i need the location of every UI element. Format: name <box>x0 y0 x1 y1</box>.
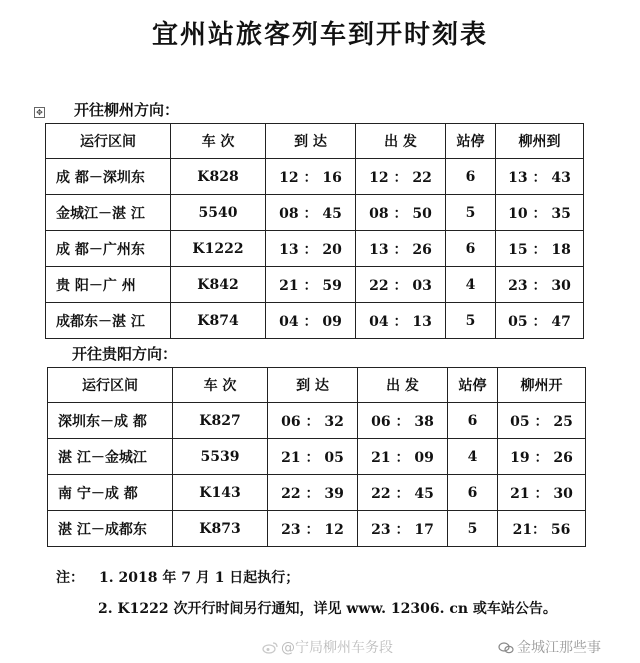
cell-route: 南 宁－成 都 <box>48 475 173 511</box>
table-row <box>46 231 584 267</box>
cell-train: K828 <box>171 159 266 195</box>
cell-stop: 4 <box>446 267 496 303</box>
cell-arrive: 22 ： 39 <box>268 475 358 511</box>
page-title: 宜州站旅客列车到开时刻表 <box>151 20 488 50</box>
table-row <box>48 439 586 475</box>
cell-train: K1222 <box>171 231 266 267</box>
cell-liuzhou: 15 ： 18 <box>496 231 584 267</box>
cell-arrive: 23 ： 12 <box>268 511 358 547</box>
weibo-watermark <box>262 637 393 657</box>
table-row <box>46 303 584 339</box>
table-row <box>48 475 586 511</box>
cell-depart: 12 ： 22 <box>356 159 446 195</box>
section-label-liuzhou: 开往柳州方向： <box>74 101 180 119</box>
cell-liuzhou: 13 ： 43 <box>496 159 584 195</box>
cell-route: 深圳东－成 都 <box>48 403 173 439</box>
cell-route: 湛 江－成都东 <box>48 511 173 547</box>
header-liuzhou-depart: 柳州开 <box>498 368 586 403</box>
table-header-row <box>48 368 586 403</box>
header-stop: 站停 <box>448 368 498 403</box>
note-line-2: 2. K1222 次开行时间另行通知，详见 www. 12306. cn 或车站公告。 <box>98 601 557 617</box>
cell-depart: 13 ： 26 <box>356 231 446 267</box>
cell-route: 成 都－广州东 <box>46 231 171 267</box>
table-row <box>46 195 584 231</box>
header-train: 车 次 <box>171 124 266 159</box>
cell-liuzhou: 23 ： 30 <box>496 267 584 303</box>
cell-route: 贵 阳－广 州 <box>46 267 171 303</box>
cell-liuzhou: 21 ： 30 <box>498 475 586 511</box>
cell-train: K842 <box>171 267 266 303</box>
header-depart: 出 发 <box>356 124 446 159</box>
table-anchor-icon[interactable]: ✥ <box>34 107 45 118</box>
header-arrive: 到 达 <box>266 124 356 159</box>
cell-liuzhou: 19 ： 26 <box>498 439 586 475</box>
header-train: 车 次 <box>173 368 268 403</box>
cell-stop: 4 <box>448 439 498 475</box>
cell-stop: 6 <box>448 403 498 439</box>
cell-liuzhou: 21： 56 <box>498 511 586 547</box>
table-row <box>48 511 586 547</box>
cell-train: K143 <box>173 475 268 511</box>
cell-liuzhou: 05 ： 25 <box>498 403 586 439</box>
section-label-guiyang: 开往贵阳方向： <box>72 345 178 363</box>
cell-arrive: 04 ： 09 <box>266 303 356 339</box>
note-line-1: 1. 2018 年 7 月 1 日起执行； <box>99 570 300 586</box>
cell-depart: 23 ： 17 <box>358 511 448 547</box>
header-arrive: 到 达 <box>268 368 358 403</box>
wechat-watermark-text: 金城江那些事 <box>517 640 601 656</box>
header-stop: 站停 <box>446 124 496 159</box>
note-prefix: 注： <box>56 570 84 586</box>
cell-route: 湛 江－金城江 <box>48 439 173 475</box>
cell-route: 金城江－湛 江 <box>46 195 171 231</box>
cell-stop: 5 <box>446 303 496 339</box>
wechat-watermark <box>498 637 601 657</box>
weibo-icon <box>262 642 278 654</box>
cell-arrive: 21 ： 05 <box>268 439 358 475</box>
cell-stop: 5 <box>446 195 496 231</box>
cell-depart: 22 ： 03 <box>356 267 446 303</box>
cell-train: 5540 <box>171 195 266 231</box>
cell-depart: 21 ： 09 <box>358 439 448 475</box>
cell-stop: 6 <box>446 231 496 267</box>
cell-depart: 06 ： 38 <box>358 403 448 439</box>
cell-arrive: 06 ： 32 <box>268 403 358 439</box>
cell-train: K827 <box>173 403 268 439</box>
cell-depart: 04 ： 13 <box>356 303 446 339</box>
cell-route: 成都东－湛 江 <box>46 303 171 339</box>
timetable-guiyang <box>47 367 586 547</box>
table-row <box>48 403 586 439</box>
cell-arrive: 21 ： 59 <box>266 267 356 303</box>
table-header-row <box>46 124 584 159</box>
cell-liuzhou: 10 ： 35 <box>496 195 584 231</box>
cell-arrive: 12 ： 16 <box>266 159 356 195</box>
cell-depart: 22 ： 45 <box>358 475 448 511</box>
header-route: 运行区间 <box>46 124 171 159</box>
wechat-icon <box>498 642 514 654</box>
table-row <box>46 159 584 195</box>
cell-arrive: 13 ： 20 <box>266 231 356 267</box>
table-row <box>46 267 584 303</box>
cell-stop: 5 <box>448 511 498 547</box>
timetable-liuzhou <box>45 123 584 339</box>
cell-liuzhou: 05 ： 47 <box>496 303 584 339</box>
header-route: 运行区间 <box>48 368 173 403</box>
cell-route: 成 都－深圳东 <box>46 159 171 195</box>
cell-stop: 6 <box>448 475 498 511</box>
header-liuzhou-arrive: 柳州到 <box>496 124 584 159</box>
cell-train: 5539 <box>173 439 268 475</box>
cell-train: K874 <box>171 303 266 339</box>
cell-train: K873 <box>173 511 268 547</box>
cell-stop: 6 <box>446 159 496 195</box>
cell-depart: 08 ： 50 <box>356 195 446 231</box>
weibo-watermark-text: @宁局柳州车务段 <box>281 640 393 656</box>
cell-arrive: 08 ： 45 <box>266 195 356 231</box>
header-depart: 出 发 <box>358 368 448 403</box>
